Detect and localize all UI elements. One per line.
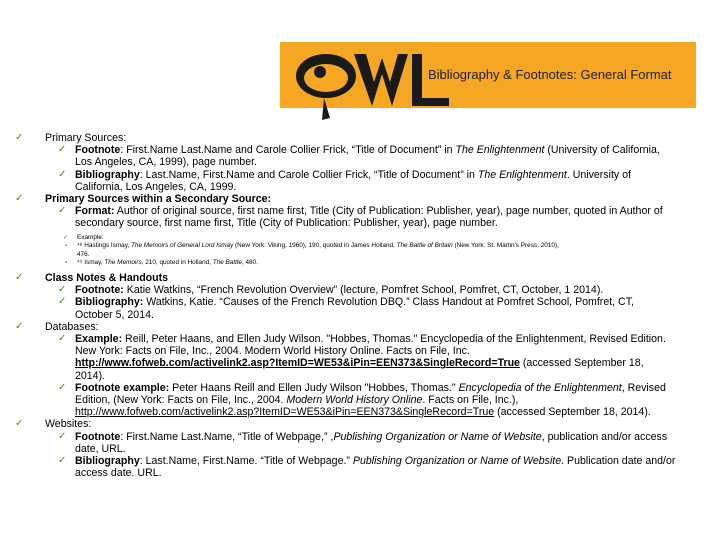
- item-italic: The Battle of Britain: [396, 242, 453, 250]
- item-text: Edition, (New York: Facts on File, Inc., 2004.: [75, 394, 287, 407]
- check-icon: ✓: [58, 430, 67, 442]
- check-icon: ✓: [15, 193, 24, 205]
- section-primary-sources: [0, 132, 720, 144]
- item-italic: Encyclopedia of the Enlightenment: [458, 381, 622, 394]
- section-heading: Primary Sources within a Secondary Source:: [45, 193, 272, 206]
- check-icon: ✓: [15, 418, 24, 430]
- check-icon: ✓: [58, 455, 67, 467]
- item-text: 2014).: [75, 369, 106, 382]
- page-title: Bibliography & Footnotes: General Format: [428, 67, 672, 82]
- item-text: secondary source, first name first, Title (City of Publication: Publisher, year), page number.: [75, 217, 498, 230]
- item-label: Footnote: [75, 144, 121, 157]
- item-text: (University of California,: [544, 144, 660, 157]
- heading-suffix: :: [88, 418, 92, 431]
- item-label: Footnote: [75, 430, 121, 443]
- item-text: . University of: [566, 168, 631, 181]
- list-item: [0, 296, 720, 320]
- item-text: Watkins, Katie. “Causes of the French Revolution DBQ.” Class Handout at Pomfret School, Pomfret, CT,: [143, 296, 634, 309]
- check-icon: ✓: [58, 296, 67, 308]
- database-link[interactable]: http://www.fofweb.com/activelink2.asp?ItemID=WE53&iPin=EEN373&SingleRecord=True: [75, 357, 520, 370]
- item-text: 476.: [77, 250, 90, 258]
- item-italic: The Enlightenment: [477, 168, 567, 181]
- section-heading: Primary Sources: [45, 132, 124, 144]
- item-text: : First.Name Last.Name and Carole Collier Frick, “Title of Document” in: [120, 144, 456, 157]
- section-heading: Databases: [45, 320, 96, 333]
- item-label: Footnote:: [75, 284, 124, 297]
- item-italic: The Enlightenment: [455, 144, 545, 157]
- item-text: , Revised: [621, 381, 666, 394]
- item-italic: Publishing Organization or Name of Website: [352, 455, 562, 468]
- item-label: Bibliography: [75, 168, 140, 181]
- item-text: Katie Watkins, “French Revolution Overview” (lecture, Pomfret School, Pomfret, CT, October, 1 2014).: [123, 284, 604, 297]
- item-text: : First.Name Last.Name, “Title of Webpage,” ,: [120, 430, 334, 443]
- item-label: Format:: [75, 205, 115, 218]
- item-text: October 5, 2014.: [75, 308, 154, 321]
- document-body: [0, 132, 720, 479]
- check-icon: ✓: [63, 234, 69, 241]
- item-italic: The Battle: [212, 259, 242, 267]
- section-databases: [0, 321, 720, 333]
- item-text: (New York: Viking, 1960), 190, quoted in James Holland,: [233, 242, 397, 250]
- list-item: [0, 455, 720, 479]
- section-websites: [0, 418, 720, 430]
- check-icon: ✓: [15, 132, 24, 143]
- check-icon: ✓: [58, 205, 67, 217]
- check-icon: ✓: [58, 168, 67, 180]
- item-text: (accessed September 18, 2014).: [494, 406, 651, 419]
- check-icon: ✓: [58, 144, 67, 156]
- item-label: Bibliography:: [75, 296, 144, 309]
- bullet-icon: ▪: [65, 260, 68, 267]
- item-text: ⁴⁹ Ismay,: [77, 259, 105, 267]
- list-item: [0, 259, 720, 268]
- item-text: Peter Haans Reill and Ellen Judy Wilson "Hobbes, Thomas.": [169, 381, 459, 394]
- check-icon: ✓: [58, 284, 67, 296]
- item-label: Footnote example:: [75, 381, 170, 394]
- list-item: [0, 382, 720, 419]
- list-item: [0, 242, 720, 259]
- item-text: . Publication date and/or: [561, 455, 676, 468]
- list-item: [0, 144, 720, 168]
- check-icon: ✓: [58, 333, 67, 345]
- item-italic: Modern World History Online: [286, 394, 423, 407]
- item-label: Bibliography: [75, 455, 140, 468]
- database-link[interactable]: http://www.fofweb.com/activelink2.asp?ItemID=WE53&iPin=EEN373&SingleRecord=True: [75, 406, 495, 419]
- section-heading: Class Notes & Handouts: [45, 272, 169, 284]
- list-item: [0, 234, 720, 243]
- item-italic: The Memoirs: [104, 259, 142, 267]
- check-icon: ✓: [58, 381, 67, 393]
- item-text: : Last.Name, First.Name. “Title of Webpage.”: [139, 455, 353, 468]
- list-item: [0, 169, 720, 193]
- item-text: access date. URL.: [75, 467, 162, 480]
- section-heading: Websites: [45, 418, 89, 431]
- item-italic: The Memoirs of General Lord Ismay: [130, 242, 234, 250]
- heading-suffix: :: [95, 320, 99, 333]
- item-text: : Last.Name, First.Name and Carole Collier Frick, “Title of Document” in: [139, 168, 478, 181]
- heading-suffix: :: [123, 132, 127, 144]
- check-icon: ✓: [15, 272, 24, 283]
- item-text: . Facts on File, Inc.),: [422, 394, 519, 407]
- item-text: New York: Facts on File, Inc., 2004. Modern World History Online. Facts on File, Inc.: [75, 345, 470, 358]
- item-label: Example:: [77, 233, 104, 241]
- item-text: , publication and/or access: [541, 430, 668, 443]
- list-item: [0, 205, 720, 229]
- list-item: [0, 333, 720, 382]
- list-item: [0, 431, 720, 455]
- item-text: California, Los Angeles, CA, 1999.: [75, 180, 237, 193]
- item-italic: Publishing Organization or Name of Website: [333, 430, 542, 443]
- item-text: (New York: St. Martin’s Press, 2010),: [452, 242, 559, 250]
- item-text: , 210, quoted in Holland,: [141, 259, 213, 267]
- item-text: Los Angeles, CA, 1999), page number.: [75, 156, 257, 169]
- item-text: , 480.: [241, 259, 258, 267]
- check-icon: ✓: [15, 320, 24, 332]
- list-item: [0, 284, 720, 296]
- item-text: Author of original source, first name first, Title (City of Publication: Publisher, year), page number, quoted in Author of: [114, 205, 663, 218]
- item-text: Reill, Peter Haans, and Ellen Judy Wilson. "Hobbes, Thomas." Encyclopedia of the Enlightenment, Revised Edition.: [122, 333, 666, 346]
- section-secondary-sources: [0, 193, 720, 205]
- item-text: date, URL.: [75, 442, 126, 455]
- section-class-notes: [0, 272, 720, 284]
- item-text: (accessed September 18,: [519, 357, 644, 370]
- bullet-icon: ▪: [65, 243, 68, 250]
- item-label: Example:: [75, 333, 123, 346]
- item-text: ⁴⁸ Hastings Ismay,: [77, 242, 131, 250]
